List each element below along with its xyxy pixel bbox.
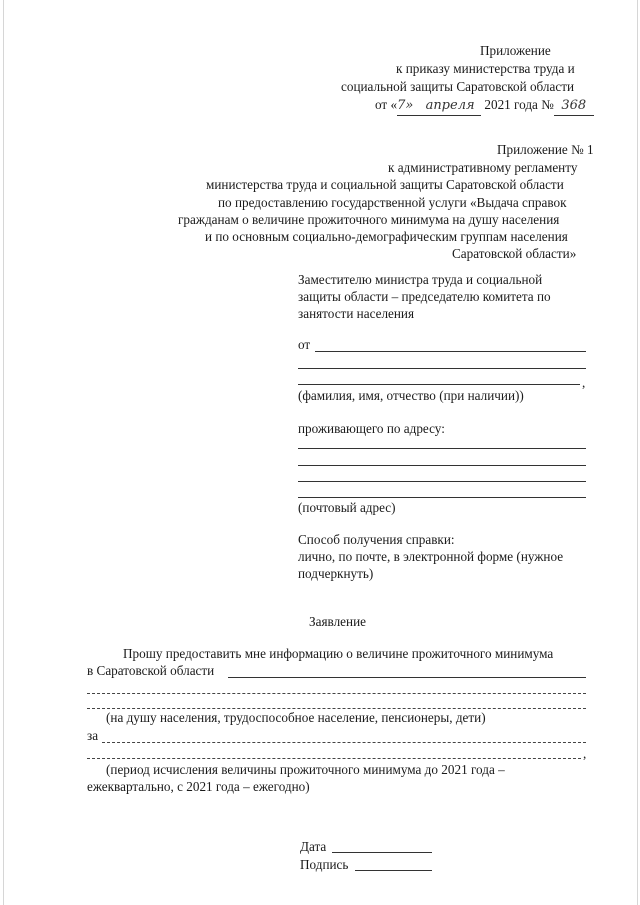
region-field[interactable] [228,677,586,678]
signature-label: Подпись [300,857,349,872]
appendix-1-line5: гражданам о величине прожиточного минимума на душу населения [178,212,560,227]
statement-body-line1: Прошу предоставить мне информацию о величине прожиточного минимума [123,646,554,661]
appendix-ministry: социальной защиты Саратовской области [341,79,575,94]
date-day: 7» [397,97,419,116]
address-field-1[interactable] [298,448,586,449]
signature-field[interactable] [355,870,432,871]
date-label: Дата [300,839,327,854]
appendix-1-line7: Саратовской области» [452,246,577,261]
address-field-2[interactable] [298,465,586,466]
addressee-line3: занятости населения [298,306,415,321]
period-field-2[interactable] [87,758,581,759]
period-for-label: за [87,728,99,743]
statement-title: Заявление [309,614,366,629]
appendix-title: Приложение [480,43,551,58]
statement-body-line2: в Саратовской области [87,663,215,678]
method-label: Способ получения справки: [298,532,455,547]
address-field-3[interactable] [298,481,586,482]
appendix-date-line [375,96,594,116]
date-year: 2021 года № [484,97,554,112]
applicant-name-field[interactable] [315,351,586,352]
period-caption-line2: ежеквартально, с 2021 года – ежегодно) [87,779,310,794]
method-options-line2: подчеркнуть) [298,566,374,581]
address-field-4[interactable] [298,497,586,498]
residing-label: проживающего по адресу: [298,421,445,436]
appendix-order-ref: к приказу министерства труда и [396,61,575,76]
applicant-name-field-2[interactable] [298,368,586,369]
method-options-line1: лично, по почте, в электронной форме (нужное [298,549,564,564]
date-field[interactable] [332,852,432,853]
date-prefix: от « [375,97,398,112]
comma-mark: , [582,375,586,390]
addressee-line2: защиты области – председателю комитета по [298,289,551,304]
date-month: апреля [419,97,481,116]
period-comma: , [583,746,587,761]
fio-caption: (фамилия, имя, отчество (при наличии)) [298,388,524,403]
scan-edge-left [3,0,4,905]
order-number: 368 [554,97,594,116]
appendix-1-line6: и по основным социально-демографическим группам населения [205,229,568,244]
appendix-1-line4: по предоставлению государственной услуги «Выдача справок [218,195,567,210]
addressee-line1: Заместителю министра труда и социальной [298,272,543,287]
applicant-name-field-3[interactable] [298,384,580,385]
from-label: от [298,337,311,352]
period-caption-line1: (период исчисления величины прожиточного минимума до 2021 года – [106,762,505,777]
appendix-1-line3: министерства труда и социальной защиты Саратовской области [206,177,564,192]
address-caption: (почтовый адрес) [298,500,396,515]
period-field-1[interactable] [102,742,586,743]
appendix-1-line2: к административному регламенту [388,160,578,175]
scan-edge-right [637,0,638,905]
region-field-2[interactable] [87,693,586,694]
appendix-1-title: Приложение № 1 [497,142,594,157]
groups-caption: (на душу населения, трудоспособное население, пенсионеры, дети) [106,710,486,725]
